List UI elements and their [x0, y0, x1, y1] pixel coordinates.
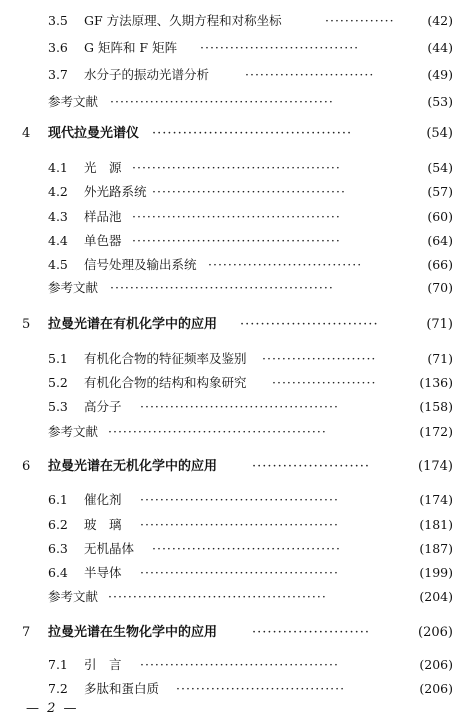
toc-entry-3-7	[0, 64, 473, 86]
toc-entry-5-3	[0, 396, 473, 418]
entry-title: 光 源	[84, 160, 122, 175]
entry-title: 参考文献	[48, 424, 99, 439]
entry-page: (54)	[426, 126, 453, 141]
entry-page: (206)	[419, 681, 453, 696]
entry-page: (49)	[427, 67, 453, 82]
dot-leader: ··························	[245, 67, 375, 82]
entry-title: 参考文献	[48, 280, 99, 295]
dot-leader: ··································	[176, 681, 346, 696]
toc-entry-3-6	[0, 37, 473, 59]
dot-leader: ······································	[152, 541, 341, 556]
dot-leader: ·············································	[110, 280, 334, 295]
entry-page: (187)	[419, 541, 453, 556]
entry-number: 3.5	[48, 13, 68, 28]
entry-number: 7.1	[48, 657, 68, 672]
chapter-title: 现代拉曼光谱仪	[48, 126, 140, 141]
entry-number: 3.7	[48, 67, 68, 82]
toc-chapter-4	[0, 123, 473, 145]
toc-entry-4-2	[0, 181, 473, 203]
entry-page: (204)	[419, 589, 453, 604]
entry-number: 6.1	[48, 492, 68, 507]
entry-title: 无机晶体	[84, 541, 135, 556]
entry-number: 4.1	[48, 160, 68, 175]
entry-page: (172)	[419, 424, 453, 439]
entry-page: (71)	[427, 351, 453, 366]
toc-entry-4-1	[0, 157, 473, 179]
entry-number: 6.3	[48, 541, 68, 556]
chapter-title: 拉曼光谱在有机化学中的应用	[48, 317, 218, 332]
entry-title: G 矩阵和 F 矩阵	[84, 40, 178, 55]
toc-entry-4-3	[0, 206, 473, 228]
dot-leader: ·······················	[252, 625, 371, 640]
toc-entry-references	[0, 421, 473, 443]
toc-entry-4-4	[0, 230, 473, 252]
entry-page: (174)	[419, 492, 453, 507]
dot-leader: ·······································	[152, 126, 353, 141]
chapter-number: 6	[22, 459, 31, 474]
entry-number: 4.5	[48, 257, 68, 272]
entry-number: 6.2	[48, 517, 68, 532]
entry-page: (70)	[427, 280, 453, 295]
dot-leader: ··········································	[132, 160, 341, 175]
dot-leader: ···························	[240, 317, 379, 332]
entry-title: 高分子	[84, 399, 122, 414]
entry-title: GF 方法原理、久期方程和对称坐标	[84, 13, 282, 28]
entry-page: (44)	[427, 40, 453, 55]
toc-entry-6-4	[0, 562, 473, 584]
entry-title: 引 言	[84, 657, 122, 672]
entry-title: 外光路系统	[84, 184, 147, 199]
entry-number: 7.2	[48, 681, 68, 696]
entry-page: (199)	[419, 565, 453, 580]
dot-leader: ········································	[140, 565, 339, 580]
entry-title: 有机化合物的结构和构象研究	[84, 375, 247, 390]
toc-entry-5-2	[0, 372, 473, 394]
entry-page: (54)	[427, 160, 453, 175]
dot-leader: ············································	[108, 424, 327, 439]
toc-entry-6-3	[0, 538, 473, 560]
toc-entry-7-1	[0, 654, 473, 676]
entry-page: (71)	[426, 317, 453, 332]
toc-entry-6-1	[0, 489, 473, 511]
dot-leader: ·······················	[262, 351, 377, 366]
toc-entry-4-5	[0, 254, 473, 276]
entry-page: (158)	[419, 399, 453, 414]
dot-leader: ············································	[108, 589, 327, 604]
entry-page: (53)	[427, 94, 453, 109]
toc-entry-7-2	[0, 678, 473, 700]
chapter-title: 拉曼光谱在生物化学中的应用	[48, 625, 218, 640]
toc-entry-5-1	[0, 348, 473, 370]
dot-leader: ·····················	[272, 375, 377, 390]
dot-leader: ·······················	[252, 459, 371, 474]
dot-leader: ········································	[140, 399, 339, 414]
entry-page: (206)	[418, 625, 453, 640]
entry-title: 有机化合物的特征频率及鉴别	[84, 351, 247, 366]
dot-leader: ··············	[325, 13, 395, 28]
entry-page: (57)	[427, 184, 453, 199]
entry-number: 4.3	[48, 209, 68, 224]
entry-number: 3.6	[48, 40, 68, 55]
toc-entry-3-5	[0, 10, 473, 32]
toc-entry-references	[0, 277, 473, 299]
dot-leader: ········································	[140, 657, 339, 672]
entry-number: 4.2	[48, 184, 68, 199]
entry-title: 半导体	[84, 565, 122, 580]
entry-page: (181)	[419, 517, 453, 532]
entry-page: (66)	[427, 257, 453, 272]
dot-leader: ································	[200, 40, 360, 55]
entry-page: (206)	[419, 657, 453, 672]
entry-number: 4.4	[48, 233, 68, 248]
toc-chapter-6	[0, 456, 473, 478]
dot-leader: ·······································	[152, 184, 346, 199]
entry-page: (42)	[427, 13, 453, 28]
entry-title: 参考文献	[48, 94, 99, 109]
dot-leader: ··········································	[132, 233, 341, 248]
chapter-number: 5	[22, 317, 31, 332]
entry-title: 催化剂	[84, 492, 122, 507]
toc-entry-references	[0, 586, 473, 608]
entry-title: 参考文献	[48, 589, 99, 604]
entry-page: (174)	[418, 459, 453, 474]
entry-number: 5.2	[48, 375, 68, 390]
dot-leader: ·············································	[110, 94, 334, 109]
entry-title: 样品池	[84, 209, 122, 224]
toc-entry-references	[0, 91, 473, 113]
dot-leader: ··········································	[132, 209, 341, 224]
chapter-title: 拉曼光谱在无机化学中的应用	[48, 459, 218, 474]
entry-page: (64)	[427, 233, 453, 248]
page-number-footer: — 2 —	[26, 701, 79, 716]
dot-leader: ········································	[140, 517, 339, 532]
toc-chapter-7	[0, 622, 473, 644]
entry-title: 信号处理及输出系统	[84, 257, 197, 272]
entry-page: (60)	[427, 209, 453, 224]
chapter-number: 7	[22, 625, 31, 640]
entry-title: 玻 璃	[84, 517, 122, 532]
chapter-number: 4	[22, 126, 31, 141]
toc-chapter-5	[0, 314, 473, 336]
entry-page: (136)	[419, 375, 453, 390]
entry-number: 6.4	[48, 565, 68, 580]
dot-leader: ········································	[140, 492, 339, 507]
dot-leader: ·······························	[208, 257, 363, 272]
entry-title: 多肽和蛋白质	[84, 681, 160, 696]
entry-number: 5.1	[48, 351, 68, 366]
toc-entry-6-2	[0, 514, 473, 536]
entry-number: 5.3	[48, 399, 68, 414]
entry-title: 单色器	[84, 233, 122, 248]
entry-title: 水分子的振动光谱分析	[84, 67, 210, 82]
